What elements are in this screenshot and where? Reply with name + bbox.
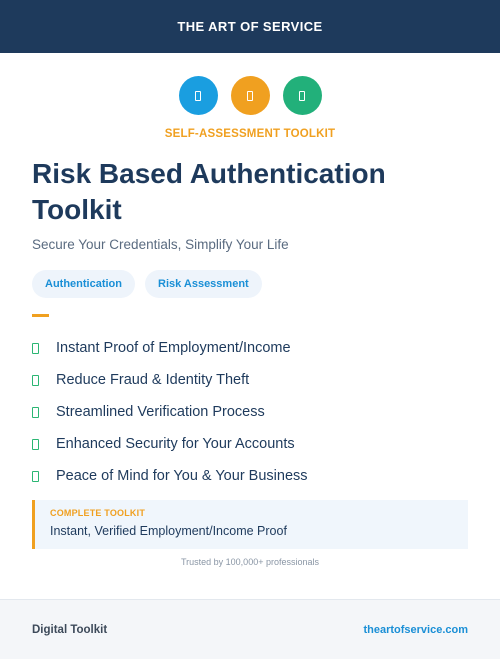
list-item [32, 428, 308, 460]
feature-text: Streamlined Verification Process [56, 404, 265, 420]
tag-authentication: Authentication [32, 270, 135, 298]
check-icon [32, 439, 39, 450]
tag-risk-assessment: Risk Assessment [145, 270, 262, 298]
icon-row [0, 76, 500, 115]
list-item [32, 332, 308, 364]
tag-list [32, 270, 262, 298]
badge-icon-blue [179, 76, 218, 115]
feature-text: Instant Proof of Employment/Income [56, 340, 291, 356]
feature-text: Reduce Fraud & Identity Theft [56, 372, 250, 388]
list-item [32, 396, 308, 428]
check-icon [32, 407, 39, 418]
check-icon [32, 375, 39, 386]
feature-text: Peace of Mind for You & Your Business [56, 468, 308, 484]
badge-icon-orange [231, 76, 270, 115]
brand-name: THE ART OF SERVICE [177, 19, 323, 34]
top-banner [0, 0, 500, 53]
feature-list [32, 332, 308, 492]
footer [0, 599, 500, 659]
check-icon [32, 343, 39, 354]
callout-text: Instant, Verified Employment/Income Proof [50, 524, 287, 538]
list-item [32, 364, 308, 396]
subtitle: Secure Your Credentials, Simplify Your Life [32, 237, 289, 252]
badge-icon-green [283, 76, 322, 115]
accent-divider [32, 314, 49, 317]
website-link[interactable]: theartofservice.com [363, 623, 468, 636]
toolkit-callout [32, 500, 468, 549]
footer-label: Digital Toolkit [32, 623, 108, 636]
page-title: Risk Based Authentication Toolkit [32, 158, 386, 225]
list-item [32, 460, 308, 492]
trusted-note: Trusted by 100,000+ professionals [180, 557, 319, 567]
check-icon [32, 471, 39, 482]
callout-label: COMPLETE TOOLKIT [50, 508, 146, 518]
kicker-label: SELF-ASSESSMENT TOOLKIT [164, 128, 336, 140]
feature-text: Enhanced Security for Your Accounts [56, 436, 295, 452]
